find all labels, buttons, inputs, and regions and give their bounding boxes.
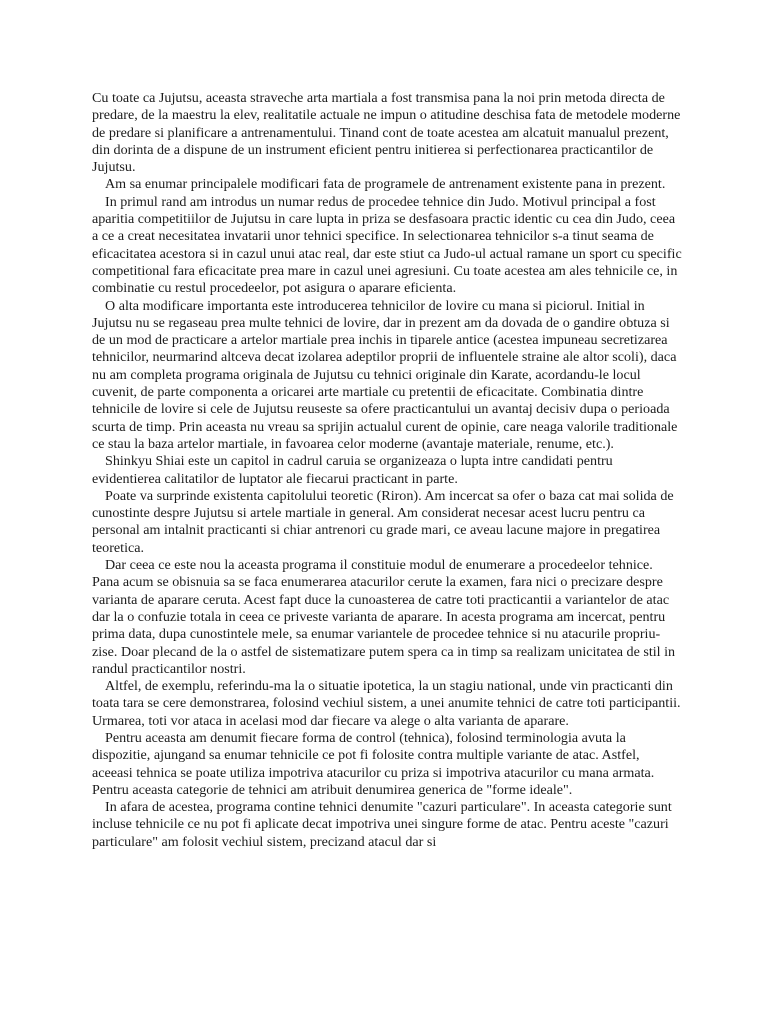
paragraph-shinkyu-shiai: Shinkyu Shiai este un capitol in cadrul caruia se organizeaza o lupta intre candidati pentru evidentierea calitatilor de luptator ale fiecarui practicant in parte. xyxy=(92,453,613,487)
paragraph-example: Altfel, de exemplu, referindu-ma la o situatie ipotetica, la un stagiu national, unde vin practicanti din toata tara se cere demonstrarea, folosind vechiul sistem, a unei anumite tehnici de catre toti participantii. Urmarea, toti vor ataca in acelasi mod dar fiecare va alege o alta varianta de aparare. xyxy=(92,678,681,729)
paragraph-intro: Cu toate ca Jujutsu, aceasta straveche arta martiala a fost transmisa pana la noi prin metoda directa de predare, de la maestru la elev, realitatile actuale ne impun o atitudine deschisa fata de metodele moderne de predare si planificare a antrenamentului. Tinand cont de toate acestea am alcatuit manualul prezent, din dorinta de a dispune de un instrument eficient pentru initierea si perfectionarea practicantilor de Jujutsu. xyxy=(92,90,681,176)
paragraph-judo: In primul rand am introdus un numar redus de procedee tehnice din Judo. Motivul principal a fost aparitia competitiilor de Jujutsu in care lupta in priza se desfasoara practic identic cu cea din Judo, ceea a ce a creat necesitatea invatarii unor tehnici specifice. In selectionarea tehnicilor s-a tinut seama de eficacitatea acestora si in cazul unui atac real, dar este stiut ca Judo-ul actual ramane un sport cu specific competitional fara eficacitate prea mare in cazul unei agresiuni. Cu toate acestea am ales tehnicile ce, in combinatie cu restul procedeelor, pot asigura o aparare eficienta. xyxy=(92,193,682,297)
paragraph-striking: O alta modificare importanta este introducerea tehnicilor de lovire cu mana si piciorul. Initial in Jujutsu nu se regaseau prea multe tehnici de lovire, dar in prezent am da dovada de o gandire obtuza si de un mod de practicare a artelor martiale prea inchis in tiparele antice (acestea impuneau secretizarea tehnicilor, neurmarind altceva decat izolarea adeptilor proprii de influentele straine ale altor scoli), daca nu am completa programa originala de Jujutsu cu tehnici originale din Karate, acordandu-le locul cuvenit, de parte componenta a oricarei arte martiale cu pretentii de eficacitate. Combinatia dintre tehnicile de lovire si cele de Jujutsu reuseste sa ofere practicantului un avantaj decisiv dupa o perioada scurta de timp. Prin aceasta nu vreau sa sprijin actualul curent de opinie, care neaga valorile traditionale ce stau la baza artelor martiale, in favoarea celor moderne (avantaje materiale, renume, etc.). xyxy=(92,297,678,452)
paragraph-enumeration: Dar ceea ce este nou la aceasta programa il constituie modul de enumerare a procedeelor tehnice. Pana acum se obisnuia sa se faca enumerarea atacurilor cerute la examen, fara nici o precizare despre varianta de aparare ceruta. Acest fapt duce la cunoasterea de catre toti practicantii a variantelor de atac dar la o confuzie totala in ceea ce priveste varianta de aparare. In acesta programa am incercat, pentru prima data, dupa cunostintele mele, sa enumar variantele de procedee tehnice si nu atacurile propriu-zise. Doar plecand de la o astfel de sistematizare putem spera ca in timp sa realizam unicitatea de stil in randul practicantilor nostri. xyxy=(92,557,676,677)
paragraph-ideal-forms: Pentru aceasta am denumit fiecare forma de control (tehnica), folosind terminologia avuta la dispozitie, ajungand sa enumar tehnicile ce pot fi folosite contra multiple variante de atac. Astfel, aceeasi tehnica se poate utiliza impotriva atacurilor cu priza si impotriva atacurilor cu mana armata. Pentru aceasta categorie de tehnici am atribuit denumirea generica de "forme ideale". xyxy=(92,729,655,798)
paragraph-particular-cases: In afara de acestea, programa contine tehnici denumite "cazuri particulare". In aceasta categorie sunt incluse tehnicile ce nu pot fi aplicate decat impotriva unei singure forme de atac. Pentru aceste "cazuri particulare" am folosit vechiul sistem, precizand atacul dar si xyxy=(92,799,672,850)
paragraph-riron: Poate va surprinde existenta capitolului teoretic (Riron). Am incercat sa ofer o baza cat mai solida de cunostinte despre Jujutsu si artele martiale in general. Am considerat necesar acest lucru pentru ca personal am intalnit practicanti si chiar antrenori cu grade mari, ce aveau lacune majore in pregatirea teoretica. xyxy=(92,487,674,556)
document-page xyxy=(92,90,682,851)
paragraph-modifications: Am sa enumar principalele modificari fata de programele de antrenament existente pana in prezent. xyxy=(105,176,666,193)
